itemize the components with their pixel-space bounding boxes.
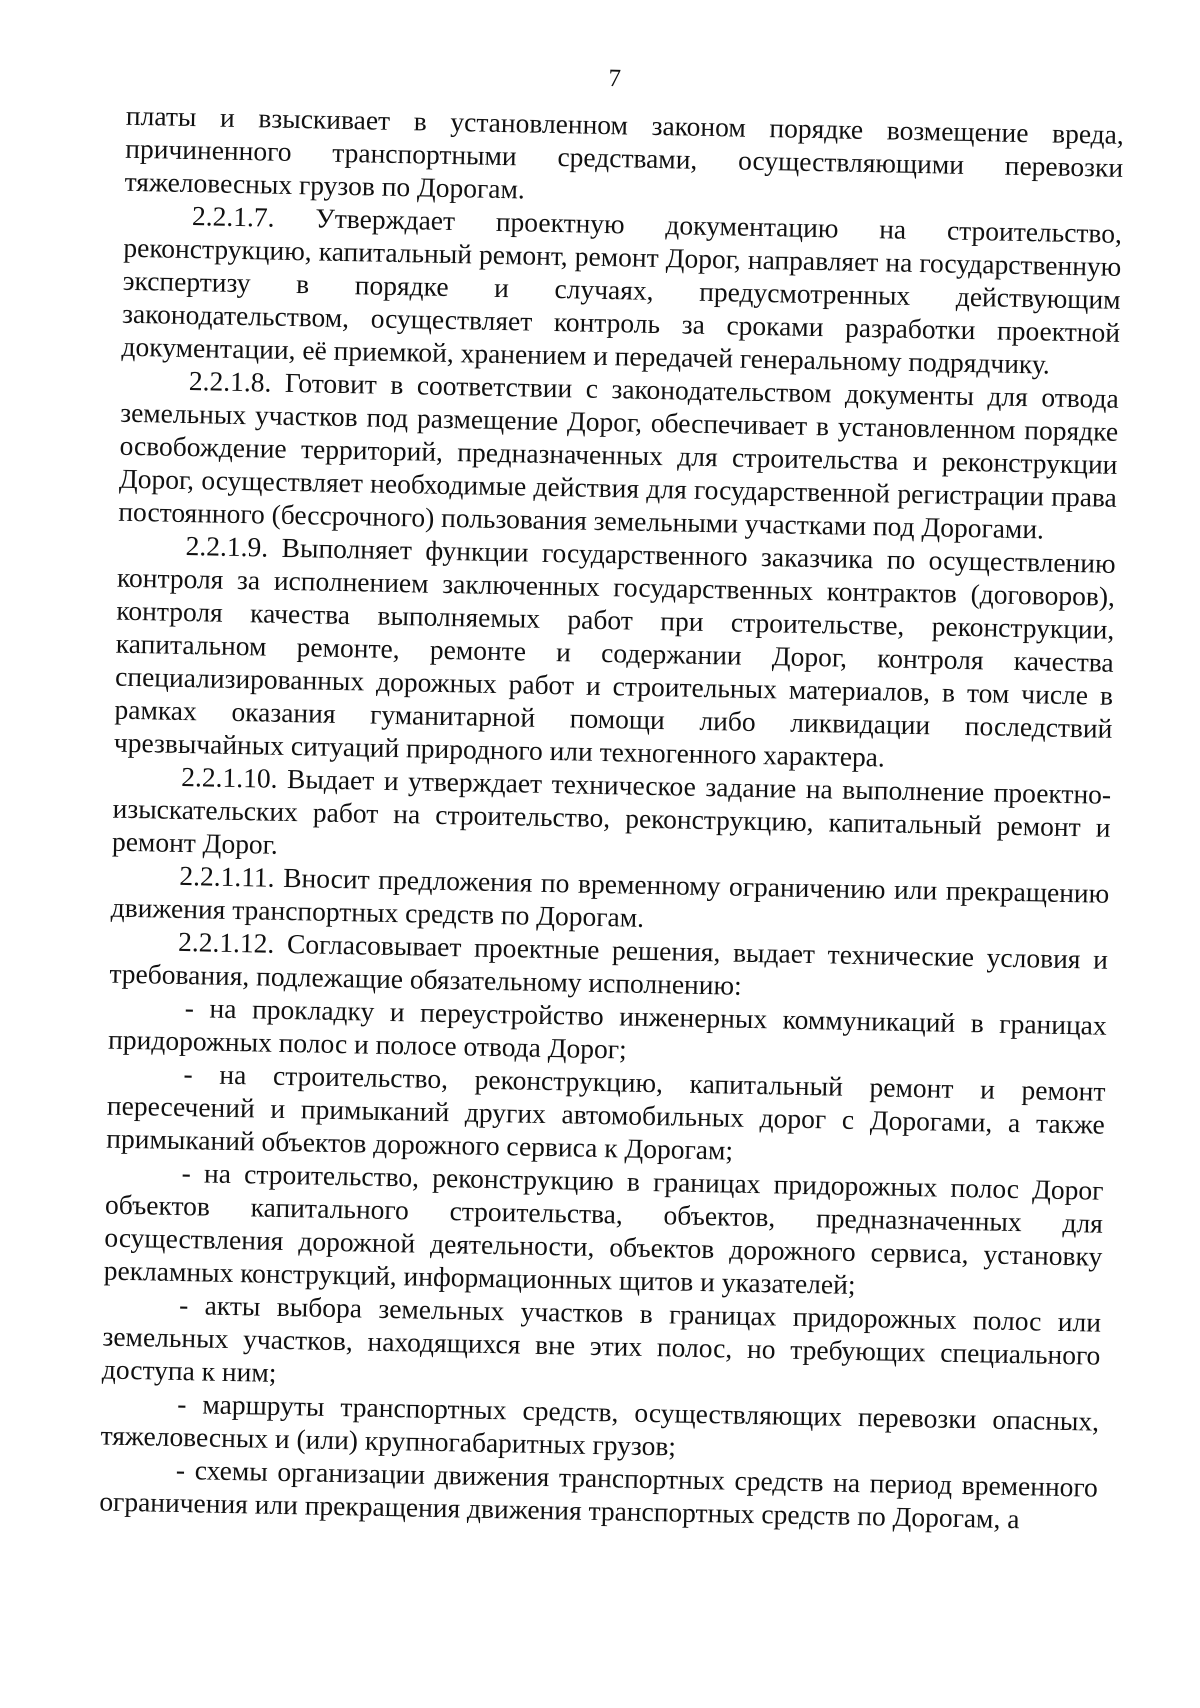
clause-2-2-1-11: 2.2.1.11. Вносит предложения по временному ограничению или прекращению движения транспортных средств по Дорогам.	[110, 859, 1110, 933]
list-item-traffic-schemes: - схемы организации движения транспортных средств на период временного ограничения или прекращения движения транспортных средств по Дорогам, а	[99, 1453, 1099, 1535]
page-number: 7	[608, 65, 622, 93]
list-item-land-selection: - акты выбора земельных участков в границах придорожных полос или земельных участков, находящихся вне этих полос, но требующих специального доступа к ним;	[101, 1289, 1102, 1388]
paragraph-continuation: платы и взыскивает в установленном законом порядке возмещение вреда, причиненного транспортными средствами, осуществляющими перевозки тяжеловесных грузов по Дорогам.	[124, 99, 1125, 205]
clause-2-2-1-12: 2.2.1.12. Согласовывает проектные решения, выдает технические условия и требования, подлежащие обязательному исполнению:	[109, 925, 1109, 1001]
list-item-routes: - маршруты транспортных средств, осуществляющих перевозки опасных, тяжеловесных и (или) крупногабаритных грузов;	[100, 1387, 1100, 1462]
document-body	[99, 99, 1124, 1537]
clause-2-2-1-8: 2.2.1.8. Готовит в соответствии с законодательством документы для отвода земельных участков под размещение Дорог, обеспечивает в установленном порядке освобождение территорий, предназначенных для строительства и реконструкции Дорог, осуществляет необходимые действия для государственной регистрации права постоянного (бессрочного) пользования земельными участками под Дорогами.	[118, 365, 1120, 545]
clause-2-2-1-10: 2.2.1.10. Выдает и утверждает техническое задание на выполнение проектно-изыскательских работ на строительство, реконструкцию, капитальный ремонт и ремонт Дорог.	[111, 760, 1112, 860]
clause-2-2-1-9: 2.2.1.9. Выполняет функции государственного заказчика по осуществлению контроля за исполнением заключенных государственных контрактов (договоров), контроля качества выполняемых работ при строительстве, реконструкции, капитальном ремонте, ремонте и содержании Дорог, контроля качества специализированных дорожных работ и строительных материалов, в том числе в рамках оказания гуманитарной помощи либо ликвидации последствий чрезвычайных ситуаций природного или техногенного характера.	[113, 529, 1116, 773]
list-item-utilities: - на прокладку и переустройство инженерных коммуникаций в границах придорожных полос и полосе отвода Дорог;	[107, 992, 1107, 1065]
list-item-construction: - на строительство, реконструкцию в границах придорожных полос Дорог объектов капитального строительства, объектов, предназначенных для осуществления дорожной деятельности, объектов дорожного сервиса, установку рекламных конструкций, информационных щитов и указателей;	[103, 1157, 1104, 1300]
list-item-intersections: - на строительство, реконструкцию, капитальный ремонт и ремонт пересечений и примыканий других автомобильных дорог с Дорогами, а также примыканий объектов дорожного сервиса к Дорогам;	[106, 1058, 1106, 1166]
clause-2-2-1-7: 2.2.1.7. Утверждает проектную документацию на строительство, реконструкцию, капитальный ремонт, ремонт Дорог, направляет на государственную экспертизу в порядке и случаях, предусмотренных действующим законодательством, осуществляет контроль за сроками разработки проектной документации, её приемкой, хранением и передачей генеральному подрядчику.	[121, 200, 1123, 380]
